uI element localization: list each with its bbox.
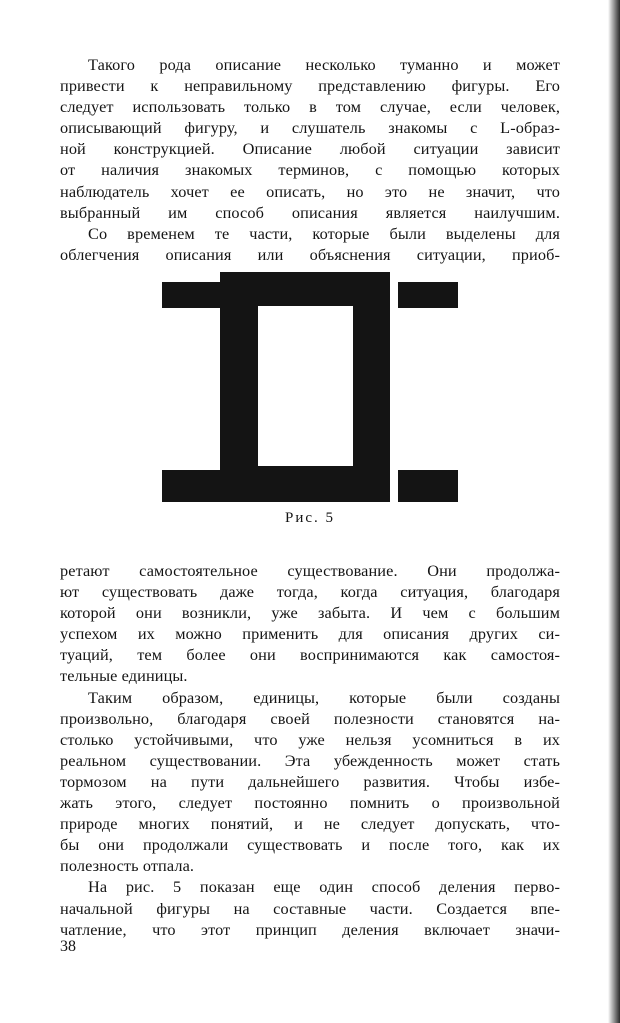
figure-frame-opening (258, 306, 353, 466)
text-line: произвольно, благодаря своей полезности становятся на- (60, 708, 560, 728)
text-line: полезность отпала. (60, 856, 195, 876)
text-line: столько устойчивыми, что уже нельзя усомниться в их (60, 729, 560, 749)
text-line: облегчения описания или объяснения ситуации, приоб- (60, 244, 560, 264)
text-line: Такого рода описание несколько туманно и может (88, 55, 560, 74)
text-line: ретают самостоятельное существование. Они продолжа- (60, 561, 560, 580)
text-line: Со временем те части, которые были выделены для (88, 223, 560, 243)
text-line: наблюдатель хочет ее описать, но это не значит, что (60, 181, 560, 201)
text-line: ют существовать даже тогда, когда ситуация, благодаря (60, 582, 560, 602)
text-line: которой они возникли, уже забыта. И чем с большим (60, 603, 560, 623)
text-line: ной конструкцией. Описание любой ситуации зависит (60, 139, 560, 159)
text-line: чатление, что этот принцип деления включает значи- (60, 919, 560, 939)
bar-bottom-right (398, 470, 458, 502)
text-line: туаций, тем более они воспринимаются как самостоя- (60, 645, 560, 665)
text-line: выбранный им способ описания является наилучшим. (60, 202, 560, 222)
bar-top-right (398, 282, 458, 308)
bar-bottom-left (162, 470, 220, 502)
text-line: описывающий фигуру, и слушатель знакомы с L-образ- (60, 118, 560, 138)
figure-5 (162, 272, 458, 502)
text-line: природе многих понятий, и не следует допускать, что- (60, 814, 560, 834)
text-line: начальной фигуры на составные части. Создается впе- (60, 898, 560, 918)
text-line: На рис. 5 показан еще один способ деления перво- (88, 877, 560, 897)
text-line: Таким образом, единицы, которые были созданы (88, 687, 560, 707)
text-line: привести к неправильному представлению фигуры. Его (60, 76, 560, 96)
text-line: от наличия знакомых терминов, с помощью которых (60, 160, 560, 180)
text-block-top (60, 54, 560, 265)
text-line: жать этого, следует постоянно помнить о произвольной (60, 793, 560, 813)
page-number: 38 (60, 938, 76, 955)
text-line: следует использовать только в том случае, если человек, (60, 97, 560, 117)
text-line: успехом их можно применить для описания других си- (60, 624, 560, 644)
text-line: реальном существовании. Эта убежденность может стать (60, 750, 560, 770)
bar-top-left (162, 282, 220, 308)
figure-caption: Рис. 5 (284, 510, 336, 526)
text-line: тормозом на пути дальнейшего развития. Чтобы избе- (60, 771, 560, 791)
text-line: бы они продолжали существовать и после того, как их (60, 835, 560, 855)
text-block-bottom (60, 560, 560, 940)
text-line: тельные единицы. (60, 666, 188, 686)
